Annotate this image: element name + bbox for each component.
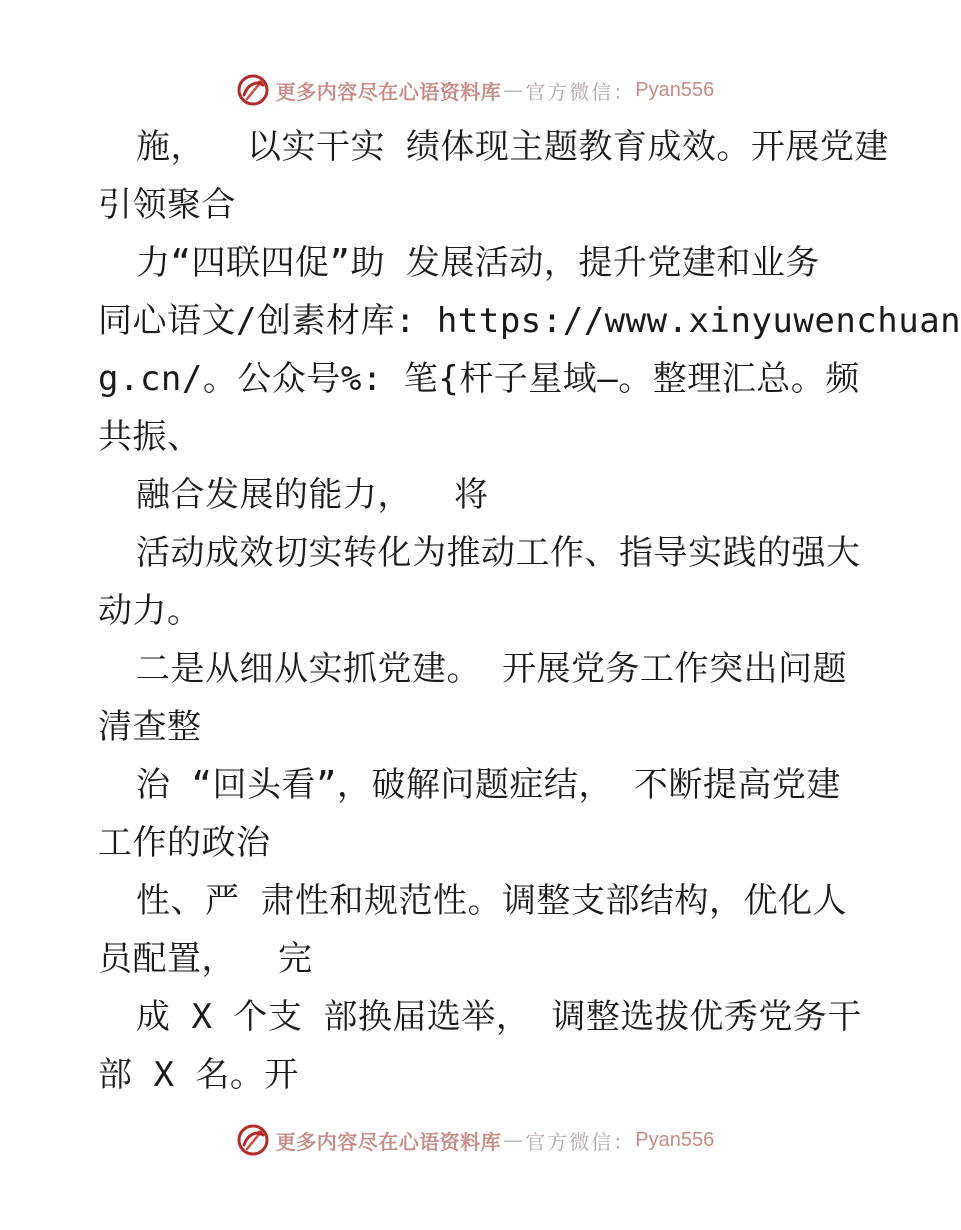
text-line: 二是从细从实抓党建。 开展党务工作突出问题 [136, 649, 847, 689]
text-line: 性、严 肃性和规范性。调整支部结构，优化人 [136, 881, 847, 921]
text-line: 工作的政治 [98, 823, 271, 863]
banner-separator: — [503, 1128, 524, 1152]
text-line: g.cn/。公众号%: 笔{杆子星域—。整理汇总。频 [98, 359, 860, 399]
text-line: 成 X 个支 部换届选举， 调整选拔优秀党务干 [136, 997, 862, 1037]
banner-separator: — [503, 78, 524, 102]
text-line: 力“四联四促”助 发展活动，提升党建和业务 [136, 243, 820, 283]
text-line: 活动成效切实转化为推动工作、指导实践的强大 [136, 533, 861, 573]
brand-logo-icon [236, 1123, 270, 1157]
banner-promo-text: 更多内容尽在心语资料库 [275, 79, 502, 104]
banner-wechat-id: Pyan556 [635, 1128, 715, 1151]
document-body [98, 118, 961, 1104]
text-line: 共振、 [98, 417, 202, 457]
text-line: 清查整 [98, 707, 202, 747]
brand-logo-icon [236, 73, 270, 107]
text-line: 施， 以实干实 绩体现主题教育成效。开展党建 [136, 127, 889, 167]
text-line: 部 X 名。开 [98, 1055, 299, 1095]
banner-promo-text: 更多内容尽在心语资料库 [275, 1129, 502, 1154]
text-line: 同心语文/创素材库: https://www.xinyuwenchuan [98, 301, 961, 341]
text-line: 治 “回头看”，破解问题症结， 不断提高党建 [136, 765, 841, 805]
text-line: 引领聚合 [98, 185, 236, 225]
banner-wechat-id: Pyan556 [635, 78, 715, 101]
footer-banner [0, 1118, 950, 1162]
text-line: 融合发展的能力， 将 [136, 475, 489, 515]
text-line: 动力。 [98, 591, 202, 631]
banner-official-label: 官方微信： [525, 1129, 636, 1154]
banner-official-label: 官方微信： [525, 79, 636, 104]
text-line: 员配置， 完 [98, 939, 313, 979]
header-banner [0, 68, 950, 112]
